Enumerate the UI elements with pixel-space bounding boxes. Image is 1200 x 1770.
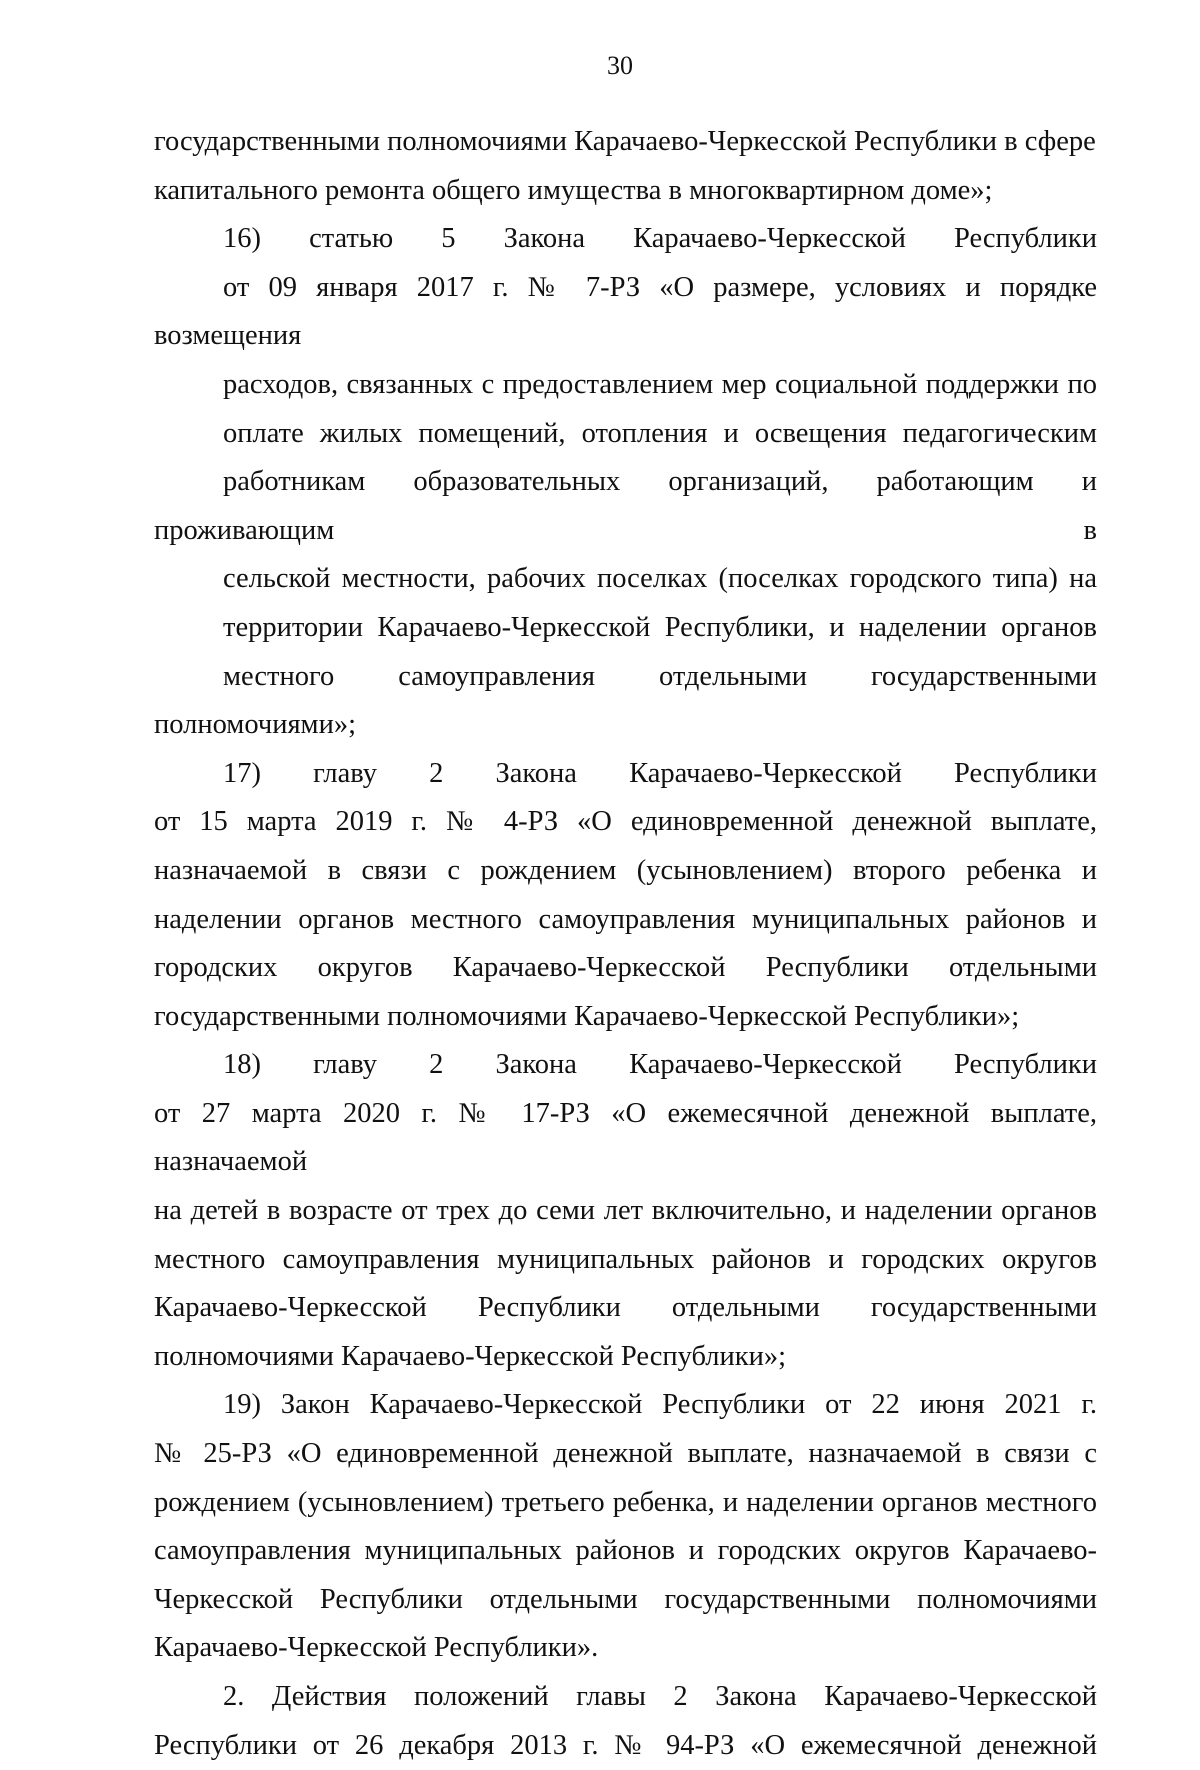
text-line: 17) главу 2 Закона Карачаево-Черкесской Республики [223,757,1097,789]
paragraph-item-17 [154,750,1097,1042]
text-line: полномочиями Карачаево-Черкесской Республики»; [154,1340,787,1372]
document-body [154,118,1097,1770]
text-line: работникам образовательных организаций, работающим и проживающим в [154,466,1097,546]
text-line: на детей в возрасте от трех до семи лет включительно, и наделении органов [154,1195,1097,1227]
text-line: местного самоуправления муниципальных районов и городских округов [154,1243,1097,1275]
text-line: самоуправления муниципальных районов и городских округов Карачаево- [154,1535,1097,1567]
text-line: расходов, связанных с предоставлением мер социальной поддержки по [223,368,1097,400]
text-line: 16) статью 5 Закона Карачаево-Черкесской Республики [223,223,1097,255]
text-line: наделении органов местного самоуправления муниципальных районов и [154,903,1097,935]
paragraph-item-16 [154,215,1097,750]
text-line: капитального ремонта общего имущества в многоквартирном доме»; [154,174,993,206]
paragraph-section-2 [154,1673,1097,1770]
text-line: назначаемой в связи с рождением (усыновлением) второго ребенка и [154,854,1097,886]
text-line: рождением (усыновлением) третьего ребенка, и наделении органов местного [154,1486,1097,1518]
paragraph-item-18 [154,1041,1097,1381]
text-line: территории Карачаево-Черкесской Республики, и наделении органов [223,611,1097,643]
paragraph-continuation [154,118,1097,215]
text-line: от 27 марта 2020 г. № 17-РЗ «О ежемесячной денежной выплате, назначаемой [154,1097,1097,1178]
text-line: 18) главу 2 Закона Карачаево-Черкесской Республики [223,1049,1097,1081]
text-line: городских округов Карачаево-Черкесской Республики отдельными [154,952,1097,984]
text-line: 19) Закон Карачаево-Черкесской Республики от 22 июня 2021 г. [223,1389,1097,1421]
text-line: оплате жилых помещений, отопления и освещения педагогическим [223,417,1097,449]
text-line: 2. Действия положений главы 2 Закона Карачаево-Черкесской [223,1681,1097,1712]
text-line: местного самоуправления отдельными государственными полномочиями»; [154,660,1097,741]
text-line: государственными полномочиями Карачаево-Черкесской Республики»; [154,1000,1020,1032]
paragraph-item-19 [154,1381,1097,1673]
text-line: государственными полномочиями Карачаево-Черкесской Республики в сфере [154,126,1096,157]
text-line: Республики от 26 декабря 2013 г. № 94-РЗ «О ежемесячной денежной [154,1729,1097,1761]
text-line: Карачаево-Черкесской Республики отдельными государственными [154,1292,1097,1324]
text-line: сельской местности, рабочих поселках (поселках городского типа) на [223,563,1097,595]
text-line: от 09 января 2017 г. № 7-РЗ «О размере, условиях и порядке возмещения [154,271,1097,352]
text-line: от 15 марта 2019 г. № 4-РЗ «О единовременной денежной выплате, [154,806,1097,838]
text-line: Карачаево-Черкесской Республики». [154,1632,599,1664]
text-line: № 25-РЗ «О единовременной денежной выплате, назначаемой в связи с [154,1438,1097,1470]
text-line: Черкесской Республики отдельными государственными полномочиями [154,1583,1097,1615]
page-number: 30 [607,51,633,80]
